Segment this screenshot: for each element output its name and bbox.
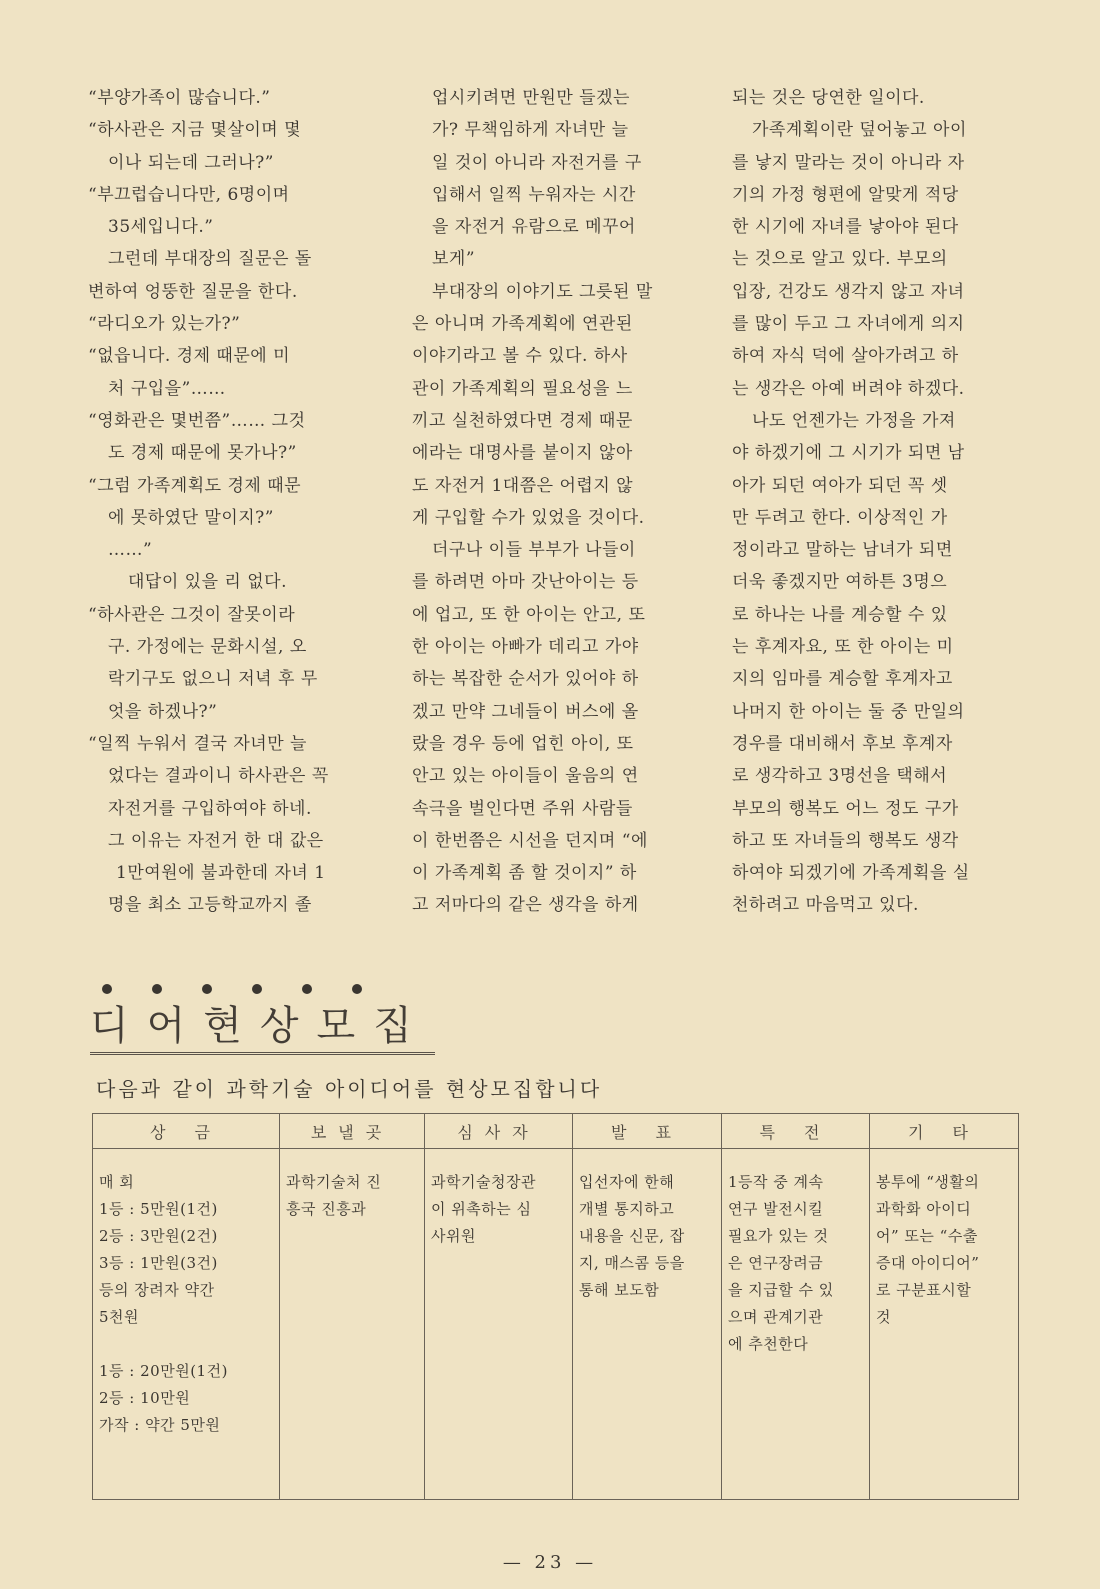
- text-line: 하여 자식 덕에 살아가려고 하: [732, 346, 959, 367]
- notice-title: 디어현상모집: [90, 1002, 435, 1055]
- text-line: 경우를 대비해서 후보 후계자: [732, 733, 953, 754]
- text-line: 보게”: [432, 249, 476, 270]
- text-line: “일찍 누워서 결국 자녀만 늘: [88, 733, 307, 754]
- text-line: 가? 무책임하게 자녀만 늘: [432, 120, 629, 141]
- text-line: 입해서 일찍 누워자는 시간: [432, 184, 636, 205]
- cell-spacer: [99, 1331, 275, 1358]
- text-line: “라디오가 있는가?”: [88, 314, 241, 335]
- cell-line: 봉투에 “생활의: [876, 1173, 980, 1191]
- text-line: 한 시기에 자녀를 낳아야 된다: [732, 217, 959, 238]
- text-line: 관이 가족계획의 필요성을 느: [412, 378, 633, 399]
- header-announce: 발 표: [573, 1114, 722, 1149]
- cell-line: 에 추천한다: [728, 1335, 809, 1353]
- text-line: “영화관은 몇번쯤”…… 그것: [88, 410, 306, 431]
- text-line: 입장, 건강도 생각지 않고 자녀: [732, 281, 965, 302]
- text-line: 락기구도 없으니 저녁 후 무: [108, 669, 318, 690]
- header-etc: 기 타: [870, 1114, 1019, 1149]
- text-line: 는 생각은 아예 버려야 하겠다.: [732, 378, 965, 399]
- text-line: 더욱 좋겠지만 여하튼 3명으: [732, 572, 948, 593]
- cell-line: 등의 장려자 약간: [99, 1281, 215, 1299]
- text-line: 나머지 한 아이는 둘 중 만일의: [732, 701, 965, 722]
- text-line: 일 것이 아니라 자전거를 구: [432, 152, 642, 173]
- text-line: 35세입니다.”: [108, 217, 214, 238]
- text-line: 1만여원에 불과한데 자녀 1: [116, 863, 326, 884]
- text-line: “부끄럽습니다만, 6명이며: [88, 184, 290, 205]
- text-line: 처 구입을”……: [108, 378, 226, 399]
- text-line: 겠고 만약 그네들이 버스에 올: [412, 701, 639, 722]
- text-line: 를 많이 두고 그 자녀에게 의지: [732, 314, 965, 335]
- text-line: 랐을 경우 등에 업힌 아이, 또: [412, 733, 634, 754]
- cell-line: 필요가 있는 것: [728, 1227, 829, 1245]
- text-line: 업시키려면 만원만 들겠는: [432, 88, 630, 108]
- text-line: “하사관은 그것이 잘못이라: [88, 604, 296, 625]
- text-line: 기의 가정 형편에 알맞게 적당: [732, 184, 959, 205]
- emphasis-dot: [202, 984, 212, 994]
- text-line: 구. 가정에는 문화시설, 오: [108, 637, 307, 658]
- emphasis-dot: [352, 984, 362, 994]
- text-column-2: [412, 82, 712, 922]
- cell-line: 2등 : 3만원(2건): [99, 1227, 218, 1245]
- emphasis-dot: [252, 984, 262, 994]
- header-benefits: 특 전: [722, 1114, 870, 1149]
- cell-line: 이 위촉하는 심: [431, 1200, 532, 1218]
- text-line: 정이라고 말하는 남녀가 되면: [732, 540, 953, 561]
- text-line: 게 구입할 수가 있었을 것이다.: [412, 507, 645, 528]
- text-line: 그 이유는 자전거 한 대 값은: [108, 830, 324, 851]
- notice-title-block: [90, 980, 435, 1055]
- text-line: 대답이 있을 리 없다.: [128, 572, 287, 593]
- contest-table: [92, 1113, 1019, 1500]
- text-line: 지의 임마를 계승할 후계자고: [732, 669, 953, 690]
- text-line: 로 하나는 나를 계승할 수 있: [732, 604, 948, 625]
- cell-line: 1등 : 20만원(1건): [99, 1362, 228, 1380]
- text-line: 었다는 결과이니 하사관은 꼭: [108, 766, 329, 787]
- cell-line: 을 지급할 수 있: [728, 1281, 834, 1299]
- text-line: 로 생각하고 3명선을 택해서: [732, 766, 948, 787]
- cell-judges: [425, 1149, 573, 1500]
- text-line: 명을 최소 고등학교까지 졸: [108, 895, 312, 916]
- text-line: 변하여 엉뚱한 질문을 한다.: [88, 281, 298, 302]
- text-column-3: [732, 82, 1032, 922]
- text-line: 끼고 실천하였다면 경제 때문: [412, 410, 633, 431]
- text-line: 을 자전거 유람으로 메꾸어: [432, 217, 636, 238]
- text-line: 엇을 하겠나?”: [108, 701, 218, 722]
- cell-benefits: [722, 1149, 870, 1500]
- cell-etc: [870, 1149, 1019, 1500]
- text-line: 도 경제 때문에 못가나?”: [108, 443, 297, 464]
- emphasis-dots: [90, 980, 435, 1002]
- text-line: 이야기라고 볼 수 있다. 하사: [412, 346, 628, 367]
- emphasis-dot: [152, 984, 162, 994]
- cell-line: 매 회: [99, 1173, 135, 1191]
- text-line: 부대장의 이야기도 그릇된 말: [432, 281, 653, 302]
- text-line: 에 못하였단 말이지?”: [108, 507, 274, 528]
- text-column-1: [88, 82, 388, 922]
- text-line: 고 저마다의 같은 생각을 하게: [412, 895, 639, 916]
- text-line: 은 아니며 가족계획에 연관된: [412, 314, 633, 335]
- text-line: 더구나 이들 부부가 나들이: [432, 540, 636, 561]
- emphasis-dot: [102, 984, 112, 994]
- text-line: 하여야 되겠기에 가족계획을 실: [732, 863, 970, 884]
- text-line: 되는 것은 당연한 일이다.: [732, 88, 925, 108]
- text-line: 하는 복잡한 순서가 있어야 하: [412, 669, 639, 690]
- text-line: 에 업고, 또 한 아이는 안고, 또: [412, 604, 646, 625]
- text-line: 이나 되는데 그러나?”: [108, 152, 274, 173]
- text-line: 아가 되던 여아가 되던 꼭 셋: [732, 475, 948, 496]
- cell-line: 증대 아이디어”: [876, 1254, 980, 1272]
- cell-line: 은 연구장려금: [728, 1254, 824, 1272]
- text-line: 도 자전거 1대쯤은 어렵지 않: [412, 475, 634, 496]
- cell-line: 사위원: [431, 1227, 476, 1245]
- text-line: 야 하겠기에 그 시기가 되면 남: [732, 443, 965, 464]
- cell-line: 5천원: [99, 1308, 140, 1326]
- header-prize: 상 금: [93, 1114, 280, 1149]
- text-line: 이 한번쯤은 시선을 던지며 “에: [412, 830, 648, 851]
- text-line: 를 하려면 아마 갓난아이는 등: [412, 572, 639, 593]
- cell-line: 내용을 신문, 잡: [579, 1227, 685, 1245]
- cell-line: 입선자에 한해: [579, 1173, 675, 1191]
- text-line: 안고 있는 아이들이 울음의 연: [412, 766, 639, 787]
- cell-line: 3등 : 1만원(3건): [99, 1254, 218, 1272]
- text-line: 부모의 행복도 어느 정도 구가: [732, 798, 959, 819]
- text-line: 이 가족계획 좀 할 것이지” 하: [412, 863, 637, 884]
- text-line: 속극을 벌인다면 주위 사람들: [412, 798, 633, 819]
- text-line: 나도 언젠가는 가정을 가져: [752, 410, 956, 431]
- notice-intro: 다음과 같이 과학기술 아이디어를 현상모집합니다: [96, 1077, 603, 1101]
- text-line: “없읍니다. 경제 때문에 미: [88, 346, 291, 367]
- cell-line: 흥국 진흥과: [286, 1200, 367, 1218]
- cell-announce: [573, 1149, 722, 1500]
- text-line: “하사관은 지금 몇살이며 몇: [88, 120, 302, 141]
- text-line: 만 두려고 한다. 이상적인 가: [732, 507, 948, 528]
- text-line: 한 아이는 아빠가 데리고 가야: [412, 637, 639, 658]
- cell-line: 과학기술청장관: [431, 1173, 536, 1191]
- text-line: “부양가족이 많습니다.”: [88, 88, 271, 108]
- header-send-to: 보낼곳: [280, 1114, 425, 1149]
- text-line: 에라는 대명사를 붙이지 않아: [412, 443, 633, 464]
- cell-line: 과학화 아이디: [876, 1200, 972, 1218]
- cell-send-to: [280, 1149, 425, 1500]
- cell-line: 개별 통지하고: [579, 1200, 675, 1218]
- text-line: 자전거를 구입하여야 하네.: [108, 798, 312, 819]
- cell-line: 통해 보도함: [579, 1281, 660, 1299]
- emphasis-dot: [302, 984, 312, 994]
- cell-line: 지, 매스콤 등을: [579, 1254, 685, 1272]
- text-line: 는 후계자요, 또 한 아이는 미: [732, 637, 954, 658]
- text-line: 는 것으로 알고 있다. 부모의: [732, 249, 948, 270]
- text-line: 가족계획이란 덮어놓고 아이: [752, 120, 967, 141]
- text-line: 를 낳지 말라는 것이 아니라 자: [732, 152, 965, 173]
- table-header-row: [93, 1114, 1019, 1149]
- page-number: — 23 —: [502, 1552, 598, 1573]
- text-line: 천하려고 마음먹고 있다.: [732, 895, 919, 916]
- cell-line: 가작 : 약간 5만원: [99, 1416, 221, 1434]
- cell-line: 로 구분표시할: [876, 1281, 972, 1299]
- cell-line: 어” 또는 “수출: [876, 1227, 978, 1245]
- cell-line: 과학기술처 진: [286, 1173, 382, 1191]
- text-line: 하고 또 자녀들의 행복도 생각: [732, 830, 959, 851]
- text-line: ……”: [108, 540, 153, 561]
- text-line: 그런데 부대장의 질문은 돌: [108, 249, 312, 270]
- cell-line: 것: [876, 1308, 891, 1326]
- cell-line: 으며 관계기관: [728, 1308, 824, 1326]
- text-line: “그럼 가족계획도 경제 때문: [88, 475, 302, 496]
- table-row: [93, 1149, 1019, 1500]
- cell-prize: [93, 1149, 280, 1500]
- cell-line: 1등 : 5만원(1건): [99, 1200, 218, 1218]
- cell-line: 연구 발전시킬: [728, 1200, 824, 1218]
- cell-line: 1등작 중 계속: [728, 1173, 824, 1191]
- header-judges: 심사자: [425, 1114, 573, 1149]
- cell-line: 2등 : 10만원: [99, 1389, 191, 1407]
